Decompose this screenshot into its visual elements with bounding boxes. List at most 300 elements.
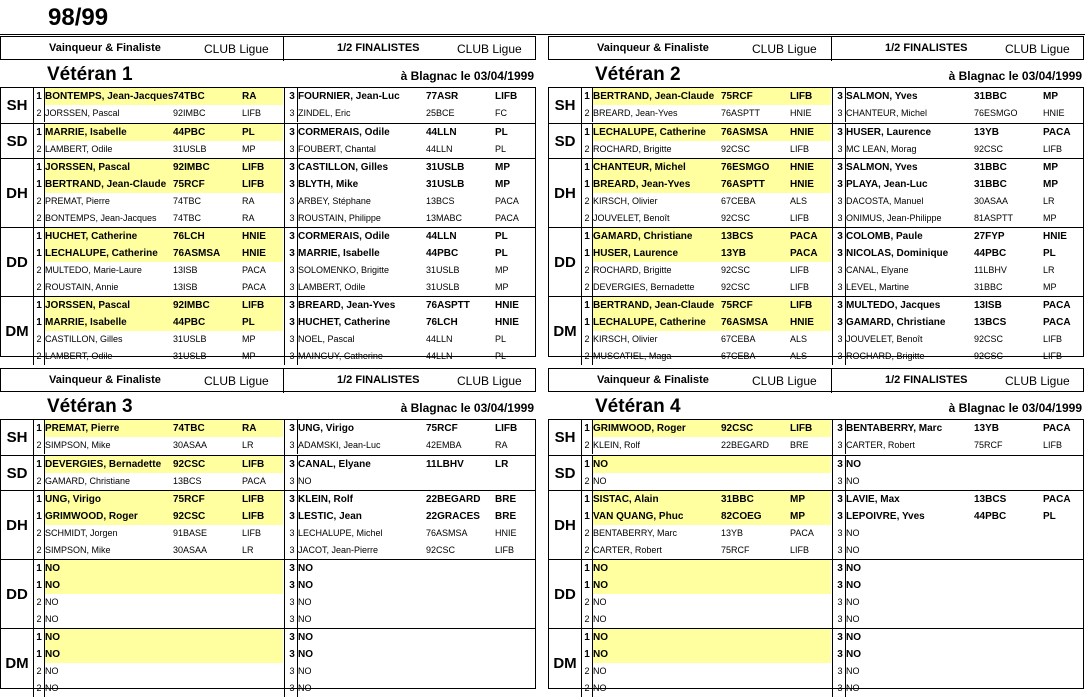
- player-club: 13MABC: [426, 213, 463, 223]
- event-code: SH: [549, 88, 582, 123]
- rank-number: 1: [584, 494, 590, 505]
- player-club: 75RCF: [173, 494, 205, 505]
- season-title: 98/99: [48, 4, 109, 31]
- player-ligue: LIFB: [242, 300, 265, 311]
- rank-number: 3: [837, 127, 843, 138]
- player-name: PREMAT, Pierre: [45, 196, 110, 206]
- player-ligue: MP: [1043, 162, 1058, 173]
- player-row: [835, 159, 1083, 176]
- player-name: BREARD, Jean-Yves: [593, 179, 691, 190]
- player-name: CORMERAIS, Odile: [298, 231, 390, 242]
- rank-number: 2: [36, 282, 42, 292]
- player-club: 76ASPTT: [426, 300, 470, 311]
- player-name: NO: [593, 580, 608, 591]
- player-name: NO: [846, 632, 861, 643]
- semifinalists-header: 1/2 FINALISTES: [337, 374, 420, 386]
- player-name: CHANTEUR, Michel: [846, 108, 928, 118]
- category-name: Vétéran 2: [595, 64, 681, 85]
- player-row: [34, 297, 284, 314]
- player-name: ZINDEL, Eric: [298, 108, 351, 118]
- player-ligue: MP: [495, 282, 509, 292]
- player-name: MARRIE, Isabelle: [298, 248, 380, 259]
- player-name: NO: [846, 476, 860, 486]
- rank-number: 3: [289, 162, 295, 173]
- player-ligue: RA: [242, 196, 255, 206]
- player-ligue: LR: [242, 545, 254, 555]
- rank-number: 2: [584, 440, 590, 450]
- event-group: [1, 296, 535, 365]
- event-code: SD: [1, 456, 34, 490]
- player-club: 81ASPTT: [974, 213, 1014, 223]
- player-club: 75RCF: [721, 545, 750, 555]
- player-name: CORMERAIS, Odile: [298, 127, 390, 138]
- player-name: SIMPSON, Mike: [45, 545, 111, 555]
- player-ligue: LR: [1043, 265, 1055, 275]
- rank-number: 2: [36, 213, 42, 223]
- category-block: [0, 368, 536, 693]
- player-row: [34, 88, 284, 105]
- player-ligue: LIFB: [242, 162, 265, 173]
- player-ligue: HNIE: [495, 528, 517, 538]
- player-name: CASTILLON, Gilles: [45, 334, 123, 344]
- player-name: ROCHARD, Brigitte: [593, 144, 672, 154]
- player-club: 44PBC: [173, 317, 206, 328]
- rank-number: 2: [584, 108, 590, 118]
- player-name: MARRIE, Isabelle: [45, 317, 127, 328]
- player-row: [835, 542, 1083, 559]
- event-group: [549, 628, 1083, 697]
- player-name: NO: [593, 649, 608, 660]
- player-ligue: LIFB: [790, 213, 810, 223]
- player-name: NO: [593, 666, 607, 676]
- rank-number: 3: [837, 248, 843, 259]
- player-ligue: PACA: [1043, 317, 1071, 328]
- header-divider: [283, 37, 284, 61]
- player-ligue: LIFB: [790, 91, 813, 102]
- category-title-bar: [0, 62, 536, 87]
- column-divider: [832, 159, 833, 227]
- club-ligue-header: CLUB Ligue: [752, 42, 817, 56]
- player-row: [835, 331, 1083, 348]
- player-row: [34, 314, 284, 331]
- player-name: NO: [593, 632, 608, 643]
- player-club: 13BCS: [974, 317, 1007, 328]
- player-ligue: MP: [495, 179, 510, 190]
- rank-number: 3: [837, 459, 843, 470]
- player-name: BENTABERRY, Marc: [846, 423, 943, 434]
- player-name: CASTILLON, Gilles: [298, 162, 389, 173]
- column-divider: [832, 228, 833, 296]
- player-ligue: LIFB: [790, 545, 810, 555]
- player-ligue: ALS: [790, 196, 808, 206]
- player-ligue: HNIE: [790, 317, 814, 328]
- player-row: [287, 560, 535, 577]
- player-name: ARBEY, Stéphane: [298, 196, 371, 206]
- player-row: [287, 594, 535, 611]
- player-row: [34, 456, 284, 473]
- results-grid: [0, 419, 536, 693]
- player-club: 31BBC: [721, 494, 754, 505]
- winner-finalist-header: Vainqueur & Finaliste: [597, 42, 709, 54]
- player-name: NO: [45, 597, 59, 607]
- player-club: 31BBC: [974, 179, 1007, 190]
- player-club: 31USLB: [426, 282, 460, 292]
- player-row: [582, 437, 832, 454]
- player-row: [287, 245, 535, 262]
- rank-number: 3: [837, 423, 843, 434]
- player-name: KIRSCH, Olivier: [593, 196, 658, 206]
- player-row: [287, 577, 535, 594]
- player-ligue: PL: [495, 248, 508, 259]
- player-name: CANAL, Elyane: [298, 459, 371, 470]
- rank-number: 1: [36, 632, 42, 643]
- player-ligue: HNIE: [790, 108, 812, 118]
- header-divider: [831, 37, 832, 61]
- player-row: [835, 124, 1083, 141]
- player-row: [835, 456, 1083, 473]
- player-row: [287, 629, 535, 646]
- rank-number: 1: [36, 459, 42, 470]
- column-divider: [832, 124, 833, 158]
- player-name: GAMARD, Christiane: [846, 317, 946, 328]
- player-name: MUSCATIEL, Maga: [593, 351, 672, 361]
- rank-number: 1: [584, 563, 590, 574]
- rank-number: 1: [584, 91, 590, 102]
- player-ligue: MP: [242, 334, 256, 344]
- rank-number: 2: [36, 683, 42, 693]
- player-club: 75RCF: [974, 440, 1003, 450]
- player-row: [582, 176, 832, 193]
- event-group: [1, 123, 535, 158]
- player-name: HUCHET, Catherine: [298, 317, 391, 328]
- rank-number: 1: [584, 632, 590, 643]
- results-grid: [0, 87, 536, 361]
- player-name: BLYTH, Mike: [298, 179, 359, 190]
- player-name: NO: [298, 666, 312, 676]
- player-name: NO: [45, 614, 59, 624]
- event-group: [549, 227, 1083, 296]
- player-name: KLEIN, Rolf: [593, 440, 641, 450]
- rank-number: 2: [584, 597, 590, 607]
- rank-number: 3: [289, 282, 295, 292]
- player-row: [287, 525, 535, 542]
- rank-number: 3: [837, 440, 843, 450]
- player-name: HUCHET, Catherine: [45, 231, 138, 242]
- column-divider: [832, 456, 833, 490]
- player-row: [835, 314, 1083, 331]
- player-name: NO: [298, 563, 313, 574]
- player-name: NO: [298, 649, 313, 660]
- player-row: [287, 105, 535, 122]
- rank-number: 2: [584, 334, 590, 344]
- rank-number: 1: [36, 162, 42, 173]
- player-name: JOUVELET, Benoît: [593, 213, 670, 223]
- player-name: LECHALUPE, Michel: [298, 528, 383, 538]
- player-ligue: BRE: [495, 511, 517, 522]
- player-ligue: PACA: [495, 213, 519, 223]
- player-ligue: PL: [495, 334, 507, 344]
- player-ligue: PL: [242, 317, 255, 328]
- rank-number: 2: [36, 597, 42, 607]
- rank-number: 1: [584, 231, 590, 242]
- player-name: NO: [846, 614, 860, 624]
- rank-number: 1: [36, 317, 42, 328]
- rank-number: 3: [837, 511, 843, 522]
- player-row: [582, 88, 832, 105]
- rank-number: 2: [584, 213, 590, 223]
- player-row: [582, 491, 832, 508]
- player-club: 92IMBC: [173, 162, 210, 173]
- player-row: [582, 663, 832, 680]
- player-club: 76ESMGO: [721, 162, 770, 173]
- player-club: 75RCF: [721, 300, 753, 311]
- player-row: [582, 141, 832, 158]
- player-row: [835, 508, 1083, 525]
- event-group: [549, 123, 1083, 158]
- rank-number: 3: [289, 494, 295, 505]
- player-club: 82COEG: [721, 511, 762, 522]
- player-name: LAVIE, Max: [846, 494, 900, 505]
- rank-number: 2: [36, 265, 42, 275]
- player-club: 31USLB: [426, 179, 465, 190]
- player-row: [835, 193, 1083, 210]
- player-name: DACOSTA, Manuel: [846, 196, 924, 206]
- venue-date: à Blagnac le 03/04/1999: [948, 401, 1082, 415]
- player-row: [835, 473, 1083, 490]
- player-ligue: LIFB: [242, 459, 265, 470]
- rank-number: 3: [837, 91, 843, 102]
- club-ligue-header: CLUB Ligue: [752, 374, 817, 388]
- player-ligue: MP: [1043, 179, 1058, 190]
- category-name: Vétéran 4: [595, 396, 681, 417]
- player-club: 31BBC: [974, 282, 1003, 292]
- player-row: [835, 525, 1083, 542]
- player-name: NOEL, Pascal: [298, 334, 355, 344]
- player-name: UNG, Virigo: [298, 423, 354, 434]
- column-divider: [284, 420, 285, 455]
- rank-number: 3: [837, 162, 843, 173]
- event-code: DM: [549, 629, 582, 697]
- player-ligue: PACA: [1043, 494, 1071, 505]
- rank-number: 2: [36, 614, 42, 624]
- player-ligue: LR: [495, 459, 509, 470]
- rank-number: 1: [36, 511, 42, 522]
- rank-number: 1: [584, 459, 590, 470]
- player-name: NO: [298, 683, 312, 693]
- event-code: DH: [549, 159, 582, 227]
- player-name: MULTEDO, Marie-Laure: [45, 265, 142, 275]
- venue-date: à Blagnac le 03/04/1999: [948, 69, 1082, 83]
- player-row: [34, 245, 284, 262]
- player-name: ROUSTAIN, Annie: [45, 282, 119, 292]
- rank-number: 2: [36, 528, 42, 538]
- rank-number: 2: [584, 351, 590, 361]
- rank-number: 3: [289, 614, 295, 624]
- category-block: [548, 368, 1084, 693]
- player-club: 67CEBA: [721, 196, 756, 206]
- player-row: [582, 629, 832, 646]
- player-ligue: RA: [242, 213, 255, 223]
- player-club: 13BCS: [426, 196, 455, 206]
- winner-finalist-header: Vainqueur & Finaliste: [597, 374, 709, 386]
- player-ligue: PACA: [242, 282, 266, 292]
- block-header: [548, 36, 1084, 60]
- player-club: 74TBC: [173, 196, 202, 206]
- player-name: BONTEMPS, Jean-Jacques: [45, 91, 173, 102]
- player-row: [287, 314, 535, 331]
- player-name: LECHALUPE, Catherine: [593, 127, 706, 138]
- player-club: 13YB: [721, 248, 747, 259]
- player-name: SALMON, Yves: [846, 162, 918, 173]
- rank-number: 2: [36, 334, 42, 344]
- player-row: [582, 560, 832, 577]
- player-name: GRIMWOOD, Roger: [45, 511, 138, 522]
- player-ligue: PACA: [1043, 127, 1071, 138]
- semifinalists-header: 1/2 FINALISTES: [885, 374, 968, 386]
- event-group: [549, 455, 1083, 490]
- rank-number: 3: [289, 440, 295, 450]
- player-name: FOURNIER, Jean-Luc: [298, 91, 400, 102]
- player-ligue: PL: [1043, 511, 1056, 522]
- player-row: [582, 124, 832, 141]
- player-row: [34, 348, 284, 365]
- player-name: NO: [846, 649, 861, 660]
- player-club: 76ASPTT: [721, 179, 765, 190]
- player-ligue: HNIE: [242, 248, 266, 259]
- player-name: SISTAC, Alain: [593, 494, 659, 505]
- player-name: CARTER, Robert: [846, 440, 915, 450]
- player-club: 31USLB: [173, 144, 207, 154]
- player-row: [835, 176, 1083, 193]
- rank-number: 1: [36, 649, 42, 660]
- player-club: 92CSC: [721, 282, 751, 292]
- rank-number: 2: [584, 265, 590, 275]
- player-name: NO: [298, 632, 313, 643]
- rank-number: 1: [36, 231, 42, 242]
- player-ligue: MP: [1043, 91, 1058, 102]
- rank-number: 2: [584, 545, 590, 555]
- player-club: 76ASMSA: [721, 127, 769, 138]
- player-club: 75RCF: [426, 423, 458, 434]
- rank-number: 2: [36, 440, 42, 450]
- player-name: MULTEDO, Jacques: [846, 300, 941, 311]
- player-name: NO: [846, 545, 860, 555]
- player-name: NO: [45, 563, 60, 574]
- player-name: JORSSEN, Pascal: [45, 108, 120, 118]
- player-club: 44LLN: [426, 231, 457, 242]
- event-code: DM: [1, 629, 34, 697]
- player-ligue: HNIE: [1043, 231, 1067, 242]
- rank-number: 3: [837, 476, 843, 486]
- player-club: 91BASE: [173, 528, 208, 538]
- player-name: BREARD, Jean-Yves: [593, 108, 678, 118]
- player-row: [835, 594, 1083, 611]
- rank-number: 3: [289, 476, 295, 486]
- player-name: GRIMWOOD, Roger: [593, 423, 686, 434]
- player-name: NO: [593, 597, 607, 607]
- player-ligue: PL: [1043, 248, 1056, 259]
- player-ligue: ALS: [790, 351, 808, 361]
- player-ligue: LIFB: [1043, 144, 1063, 154]
- category-name: Vétéran 3: [47, 396, 133, 417]
- rank-number: 3: [837, 563, 843, 574]
- player-name: NO: [846, 666, 860, 676]
- player-row: [835, 646, 1083, 663]
- rank-number: 3: [289, 683, 295, 693]
- player-name: GAMARD, Christiane: [45, 476, 131, 486]
- player-club: 92IMBC: [173, 108, 206, 118]
- event-group: [1, 420, 535, 455]
- player-ligue: LIFB: [495, 91, 518, 102]
- rank-number: 3: [289, 545, 295, 555]
- club-ligue-header: CLUB Ligue: [204, 42, 269, 56]
- event-code: SH: [1, 420, 34, 455]
- player-row: [835, 491, 1083, 508]
- player-club: 44PBC: [173, 127, 206, 138]
- player-name: BREARD, Jean-Yves: [298, 300, 396, 311]
- player-row: [582, 508, 832, 525]
- rank-number: 3: [837, 231, 843, 242]
- player-name: ONIMUS, Jean-Philippe: [846, 213, 942, 223]
- player-name: DEVERGIES, Bernadette: [45, 459, 162, 470]
- player-ligue: HNIE: [1043, 108, 1065, 118]
- rank-number: 3: [289, 213, 295, 223]
- player-club: 13ISB: [173, 265, 198, 275]
- rank-number: 3: [289, 597, 295, 607]
- player-row: [835, 663, 1083, 680]
- player-name: CARTER, Robert: [593, 545, 662, 555]
- player-ligue: LR: [242, 440, 254, 450]
- player-row: [34, 491, 284, 508]
- results-grid: [548, 419, 1084, 693]
- player-row: [582, 105, 832, 122]
- player-name: NO: [593, 683, 607, 693]
- player-name: NO: [45, 580, 60, 591]
- player-row: [287, 611, 535, 628]
- player-row: [582, 542, 832, 559]
- rank-number: 3: [289, 351, 295, 361]
- event-group: [1, 227, 535, 296]
- event-group: [1, 490, 535, 559]
- player-name: NO: [298, 597, 312, 607]
- player-name: NO: [593, 459, 608, 470]
- player-ligue: MP: [790, 494, 805, 505]
- rank-number: 3: [289, 248, 295, 259]
- player-club: 13YB: [974, 423, 1000, 434]
- player-name: KLEIN, Rolf: [298, 494, 353, 505]
- player-row: [34, 331, 284, 348]
- player-ligue: RA: [495, 440, 508, 450]
- column-divider: [284, 228, 285, 296]
- player-row: [34, 193, 284, 210]
- player-club: 31USLB: [426, 265, 460, 275]
- player-row: [287, 228, 535, 245]
- player-club: 13BCS: [173, 476, 202, 486]
- column-divider: [284, 297, 285, 365]
- player-club: 92CSC: [974, 334, 1004, 344]
- player-ligue: MP: [1043, 213, 1057, 223]
- venue-date: à Blagnac le 03/04/1999: [400, 69, 534, 83]
- rank-number: 3: [289, 144, 295, 154]
- player-club: 92CSC: [173, 459, 206, 470]
- player-club: 13YB: [974, 127, 1000, 138]
- player-club: 11LBHV: [974, 265, 1007, 275]
- event-group: [1, 88, 535, 123]
- event-code: DD: [549, 560, 582, 628]
- player-row: [835, 297, 1083, 314]
- player-row: [34, 663, 284, 680]
- club-ligue-header: CLUB Ligue: [1005, 42, 1070, 56]
